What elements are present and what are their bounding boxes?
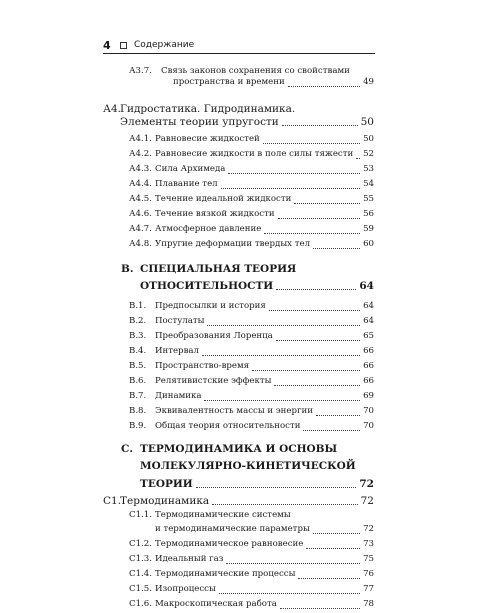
toc-page-number: 70 <box>363 406 374 416</box>
toc-entry-title: пространства и времени <box>173 77 285 87</box>
toc-page-number: 72 <box>359 478 374 490</box>
dot-leader <box>252 361 360 371</box>
toc-entry <box>0 391 500 405</box>
toc-entry <box>0 316 500 330</box>
toc-entry-title: Термодинамика <box>120 495 210 507</box>
toc-entry <box>0 524 500 538</box>
dot-leader <box>306 539 360 549</box>
toc-entry-number: А4.1. <box>129 134 152 144</box>
toc-page-number: 50 <box>363 134 374 144</box>
toc-entry-title: Элементы теории упругости <box>120 116 279 128</box>
toc-page-number: 75 <box>363 554 374 564</box>
toc-entry <box>0 239 500 253</box>
header-title: Содержание <box>134 40 195 50</box>
toc-entry-title: Постулаты <box>155 316 205 326</box>
toc-entry-title: Термодинамическое равновесие <box>155 539 304 549</box>
dot-leader <box>264 224 360 234</box>
toc-entry-title: Предпосылки и история <box>155 301 266 311</box>
toc-entry-number: А4.5. <box>129 194 152 204</box>
toc-entry-title: Пространство-время <box>155 361 250 371</box>
toc-page-number: 64 <box>359 280 374 292</box>
toc-entry-number: С1.5. <box>129 584 152 594</box>
toc-page-number: 55 <box>363 194 374 204</box>
toc-entry-title: Равновесие жидкостей <box>155 134 260 144</box>
toc-entry-title: Упругие деформации твердых тел <box>155 239 311 249</box>
toc-entry-number: В.2. <box>129 316 147 326</box>
dot-leader <box>313 239 360 249</box>
toc-entry-title: Гидростатика. Гидродинамика. <box>120 103 296 115</box>
toc-entry-title: Термодинамические процессы <box>155 569 296 579</box>
toc-page-number: 66 <box>363 361 374 371</box>
toc-page-number: 72 <box>360 495 374 507</box>
toc-entry <box>0 103 500 117</box>
toc-entry <box>0 376 500 390</box>
toc-entry-title: Течение вязкой жидкости <box>155 209 275 219</box>
toc-page-number: 50 <box>360 116 374 128</box>
toc-entry <box>0 539 500 553</box>
toc-entry <box>0 346 500 360</box>
toc-page-number: 56 <box>363 209 374 219</box>
dot-leader <box>263 134 360 144</box>
dot-leader <box>282 116 358 126</box>
toc-entry-number: В.5. <box>129 361 147 371</box>
toc-entry-number: С1.1. <box>129 510 152 520</box>
toc-entry-title: и термодинамические параметры <box>155 524 310 534</box>
toc-page-number: 54 <box>363 179 374 189</box>
toc-entry-number: А4.2. <box>129 149 152 159</box>
toc-entry <box>0 421 500 435</box>
toc-entry-number: В.1. <box>129 301 147 311</box>
toc-entry-title: Релятивистские эффекты <box>155 376 272 386</box>
toc-entry <box>0 280 500 294</box>
dot-leader <box>294 194 360 204</box>
toc-entry-title: ТЕОРИИ <box>140 478 193 490</box>
toc-entry <box>0 194 500 208</box>
dot-leader <box>276 280 356 290</box>
toc-page-number: 64 <box>363 301 374 311</box>
toc-entry-number: В.8. <box>129 406 147 416</box>
toc-entry <box>0 134 500 148</box>
toc-entry-number: С1.4. <box>129 569 152 579</box>
toc-page-number: 66 <box>363 346 374 356</box>
toc-page-number: 60 <box>363 239 374 249</box>
toc-entry-title: СПЕЦИАЛЬНАЯ ТЕОРИЯ <box>140 263 297 275</box>
toc-entry-title: Атмосферное давление <box>155 224 262 234</box>
toc-entry-title: Интервал <box>155 346 199 356</box>
toc-entry-title: Равновесие жидкости в поле силы тяжести <box>155 149 354 159</box>
toc-page-number: 76 <box>363 569 374 579</box>
toc-entry-title: Термодинамические системы <box>155 510 291 520</box>
toc-entry <box>0 301 500 315</box>
toc-entry-number: А3.7. <box>129 66 152 76</box>
toc-entry <box>0 179 500 193</box>
dot-leader <box>280 599 360 609</box>
toc-page-number: 59 <box>363 224 374 234</box>
toc-entry-title: Плавание тел <box>155 179 218 189</box>
toc-entry <box>0 599 500 613</box>
toc-entry-title: ОТНОСИТЕЛЬНОСТИ <box>140 280 274 292</box>
toc-entry <box>0 495 500 509</box>
dot-leader <box>226 554 360 564</box>
dot-leader <box>228 164 360 174</box>
page-number: 4 <box>103 39 111 52</box>
toc-page-number: 52 <box>363 149 374 159</box>
toc-entry-title: МОЛЕКУЛЯРНО-КИНЕТИЧЕСКОЙ <box>140 460 356 472</box>
toc-page-number: 65 <box>363 331 374 341</box>
toc-entry-title: ТЕРМОДИНАМИКА И ОСНОВЫ <box>140 443 338 455</box>
toc-entry-number: А4.6. <box>129 209 152 219</box>
toc-entry <box>0 569 500 583</box>
dot-leader <box>207 316 360 326</box>
toc-entry-number: В.9. <box>129 421 147 431</box>
toc-entry-title: Связь законов сохранения со свойствами <box>161 66 350 76</box>
square-bullet-icon <box>120 42 127 49</box>
dot-leader <box>303 421 360 431</box>
toc-entry-number: С1.3. <box>129 554 152 564</box>
toc-entry <box>0 164 500 178</box>
toc-entry <box>0 149 500 163</box>
toc-entry <box>0 224 500 238</box>
toc-page-number: 73 <box>363 539 374 549</box>
toc-entry-number: С1.6. <box>129 599 152 609</box>
toc-entry-number: В.6. <box>129 376 147 386</box>
toc-entry <box>0 331 500 345</box>
dot-leader <box>316 406 360 416</box>
toc-page-number: 53 <box>363 164 374 174</box>
toc-entry-number: В. <box>121 263 134 275</box>
dot-leader <box>269 301 360 311</box>
toc-entry-title: Макроскопическая работа <box>155 599 277 609</box>
toc-entry-title: Идеальный газ <box>155 554 224 564</box>
toc-page-number: 70 <box>363 421 374 431</box>
dot-leader <box>219 584 360 594</box>
toc-entry-title: Сила Архимеда <box>155 164 226 174</box>
toc-entry <box>0 263 500 277</box>
dot-leader <box>356 149 360 159</box>
toc-entry <box>0 554 500 568</box>
dot-leader <box>278 209 360 219</box>
dot-leader <box>204 391 360 401</box>
toc-entry <box>0 584 500 598</box>
toc-entry-title: Изопроцессы <box>155 584 216 594</box>
dot-leader <box>288 77 360 87</box>
toc-entry <box>0 77 500 91</box>
toc-page-number: 77 <box>363 584 374 594</box>
dot-leader <box>298 569 360 579</box>
toc-entry-number: А4.3. <box>129 164 152 174</box>
toc-entry <box>0 116 500 130</box>
running-header <box>103 39 375 54</box>
toc-page-number: 72 <box>363 524 374 534</box>
dot-leader <box>212 495 358 505</box>
toc-entry-number: В.7. <box>129 391 147 401</box>
toc-entry-number: С1.2. <box>129 539 152 549</box>
toc-entry-number: С1. <box>103 495 122 507</box>
dot-leader <box>274 376 360 386</box>
toc-page-number: 64 <box>363 316 374 326</box>
toc-entry-title: Течение идеальной жидкости <box>155 194 292 204</box>
toc-entry-title: Преобразования Лоренца <box>155 331 273 341</box>
toc-entry-title: Эквивалентность массы и энергии <box>155 406 313 416</box>
dot-leader <box>202 346 360 356</box>
toc-entry-number: В.4. <box>129 346 147 356</box>
toc-entry <box>0 361 500 375</box>
dot-leader <box>313 524 360 534</box>
toc-entry-number: С. <box>121 443 134 455</box>
toc-entry <box>0 406 500 420</box>
toc-entry <box>0 443 500 457</box>
toc-entry-number: В.3. <box>129 331 147 341</box>
toc-entry <box>0 209 500 223</box>
toc-page-number: 78 <box>363 599 374 609</box>
dot-leader <box>221 179 360 189</box>
toc-entry <box>0 510 500 524</box>
dot-leader <box>276 331 360 341</box>
toc-entry-title: Динамика <box>155 391 202 401</box>
toc-entry-number: А4.7. <box>129 224 152 234</box>
toc-entry-number: А4.8. <box>129 239 152 249</box>
toc-page-number: 69 <box>363 391 374 401</box>
toc-page-number: 49 <box>363 77 374 87</box>
toc-page-number: 66 <box>363 376 374 386</box>
dot-leader <box>196 478 356 488</box>
toc-entry-number: А4. <box>103 103 121 115</box>
toc-entry <box>0 460 500 474</box>
toc-entry <box>0 478 500 492</box>
toc-entry-title: Общая теория относительности <box>155 421 301 431</box>
toc-entry-number: А4.4. <box>129 179 152 189</box>
